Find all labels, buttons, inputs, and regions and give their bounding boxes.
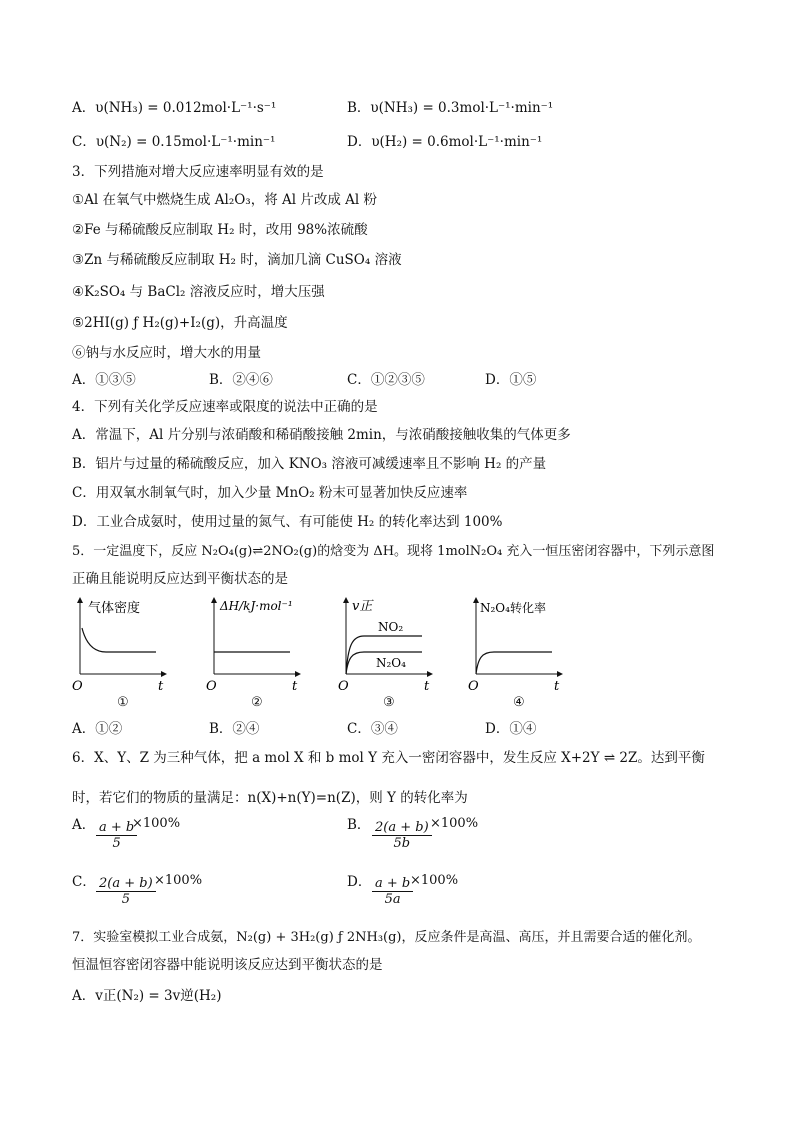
q5-option-c: C．③④ (347, 721, 398, 737)
q5-graph-1 (72, 596, 172, 696)
q5-graph-1-origin: O (72, 679, 83, 694)
q2-option-a: A．υ(NH₃) = 0.012mol·L⁻¹·s⁻¹ (72, 100, 277, 116)
q6-option-c-percent: ×100% (154, 873, 203, 888)
q5-graph-2-origin: O (206, 679, 217, 694)
q6-option-d-fraction (372, 876, 413, 907)
q5-graph-4 (468, 596, 568, 696)
q3-stem: 3．下列措施对增大反应速率明显有效的是 (72, 164, 324, 180)
q3-item-1: ①Al 在氧气中燃烧生成 Al₂O₃，将 Al 片改成 Al 粉 (72, 192, 378, 208)
q4-stem: 4．下列有关化学反应速率或限度的说法中正确的是 (72, 399, 378, 415)
q5-option-d: D．①④ (485, 721, 537, 737)
q5-graph-2 (206, 596, 306, 696)
q5-graph-1-caption: ① (117, 695, 129, 710)
q5-graph-3-series-no2: NO₂ (378, 620, 404, 634)
q5-graph-4-caption: ④ (513, 695, 525, 710)
q5-option-b: B．②④ (209, 721, 260, 737)
q2-option-c: C．υ(N₂) = 0.15mol·L⁻¹·min⁻¹ (72, 134, 276, 150)
q5-graph-4-origin: O (468, 679, 479, 694)
q5-graph-3-ylabel: v正 (352, 599, 373, 614)
q6-option-b-fraction (372, 820, 432, 851)
q5-graph-3 (338, 596, 438, 696)
q6-option-a-label: A． (72, 817, 96, 833)
q5-graph-1-ylabel: 气体密度 (88, 601, 141, 616)
q4-option-a: A．常温下，Al 片分别与浓硝酸和稀硝酸接触 2min，与浓硝酸接触收集的气体更多 (72, 427, 571, 443)
q3-item-4: ④K₂SO₄ 与 BaCl₂ 溶液反应时，增大压强 (72, 284, 325, 300)
q4-option-c: C．用双氧水制氧气时，加入少量 MnO₂ 粉末可显著加快反应速率 (72, 485, 468, 501)
q3-item-2: ②Fe 与稀硫酸反应制取 H₂ 时，改用 98%浓硫酸 (72, 222, 368, 238)
q5-graph-3-caption: ③ (383, 695, 395, 710)
q5-graph-2-xlabel: t (292, 679, 298, 694)
q6-stem-line1: 6．X、Y、Z 为三种气体，把 a mol X 和 b mol Y 充入一密闭容器中，发生反应 X+2Y ⇌ 2Z。达到平衡 (72, 750, 705, 766)
q5-graph-1-xlabel: t (158, 679, 164, 694)
q5-graph-4-xlabel: t (554, 679, 560, 694)
q4-option-b: B．铝片与过量的稀硫酸反应，加入 KNO₃ 溶液可减缓速率且不影响 H₂ 的产量 (72, 456, 547, 472)
q6-option-b-label: B． (347, 817, 371, 833)
q5-graph-3-xlabel: t (424, 679, 430, 694)
q5-graph-4-curve (476, 652, 552, 674)
q6-option-a-numerator: a + b (96, 820, 137, 836)
q5-option-a: A．①② (72, 721, 123, 737)
q6-option-d-percent: ×100% (410, 873, 459, 888)
q6-option-d-denominator: 5a (384, 892, 401, 907)
q6-option-a-denominator: 5 (112, 836, 121, 851)
q6-stem-line2: 时，若它们的物质的量满足：n(X)+n(Y)=n(Z)，则 Y 的转化率为 (72, 790, 468, 806)
q5-graph-2-ylabel: ΔH/kJ·mol⁻¹ (220, 599, 293, 613)
q5-graph-3-origin: O (338, 679, 349, 694)
q6-option-d-label: D． (347, 874, 372, 890)
q5-graph-2-caption: ② (251, 695, 263, 710)
q6-option-c-fraction (96, 876, 156, 907)
q5-graph-1-curve (82, 628, 156, 652)
q3-item-3: ③Zn 与稀硫酸反应制取 H₂ 时，滴加几滴 CuSO₄ 溶液 (72, 252, 402, 268)
q6-option-b-percent: ×100% (430, 816, 479, 831)
q5-graph-4-ylabel: N₂O₄转化率 (480, 601, 546, 615)
q5-stem-line2: 正确且能说明反应达到平衡状态的是 (72, 571, 288, 587)
q4-option-d: D．工业合成氨时，使用过量的氮气、有可能使 H₂ 的转化率达到 100% (72, 514, 503, 530)
q3-option-d: D．①⑤ (485, 372, 537, 388)
q5-stem-line1: 5．一定温度下，反应 N₂O₄(g)⇌2NO₂(g)的焓变为 ΔH。现将 1molN₂O₄ 充入一恒压密闭容器中，下列示意图 (72, 544, 715, 559)
q7-stem-line2: 恒温恒容密闭容器中能说明该反应达到平衡状态的是 (72, 957, 383, 973)
q7-stem-line1: 7．实验室模拟工业合成氨，N₂(g) + 3H₂(g) ƒ 2NH₃(g)，反应条件是高温、高压，并且需要合适的催化剂。 (72, 930, 701, 945)
q3-option-b: B．②④⑥ (209, 372, 273, 388)
q2-option-b: B．υ(NH₃) = 0.3mol·L⁻¹·min⁻¹ (347, 100, 554, 116)
q6-option-c-denominator: 5 (121, 892, 130, 907)
q6-option-b-numerator: 2(a + b) (372, 820, 432, 836)
q3-option-a: A．①③⑤ (72, 372, 136, 388)
q3-option-c: C．①②③⑤ (347, 372, 425, 388)
q6-option-c-label: C． (72, 874, 96, 890)
q7-option-a: A．v正(N₂) = 3v逆(H₂) (72, 988, 222, 1004)
q3-item-5: ⑤2HI(g) ƒ H₂(g)+I₂(g)，升高温度 (72, 315, 288, 331)
q6-option-b-denominator: 5b (393, 836, 411, 851)
q6-option-a-percent: ×100% (132, 816, 181, 831)
q2-option-d: D．υ(H₂) = 0.6mol·L⁻¹·min⁻¹ (347, 134, 543, 150)
q6-option-c-numerator: 2(a + b) (96, 876, 156, 892)
q3-item-6: ⑥钠与水反应时，增大水的用量 (72, 345, 261, 361)
q6-option-d-numerator: a + b (372, 876, 413, 892)
q5-graph-3-series-n2o4: N₂O₄ (376, 656, 406, 670)
